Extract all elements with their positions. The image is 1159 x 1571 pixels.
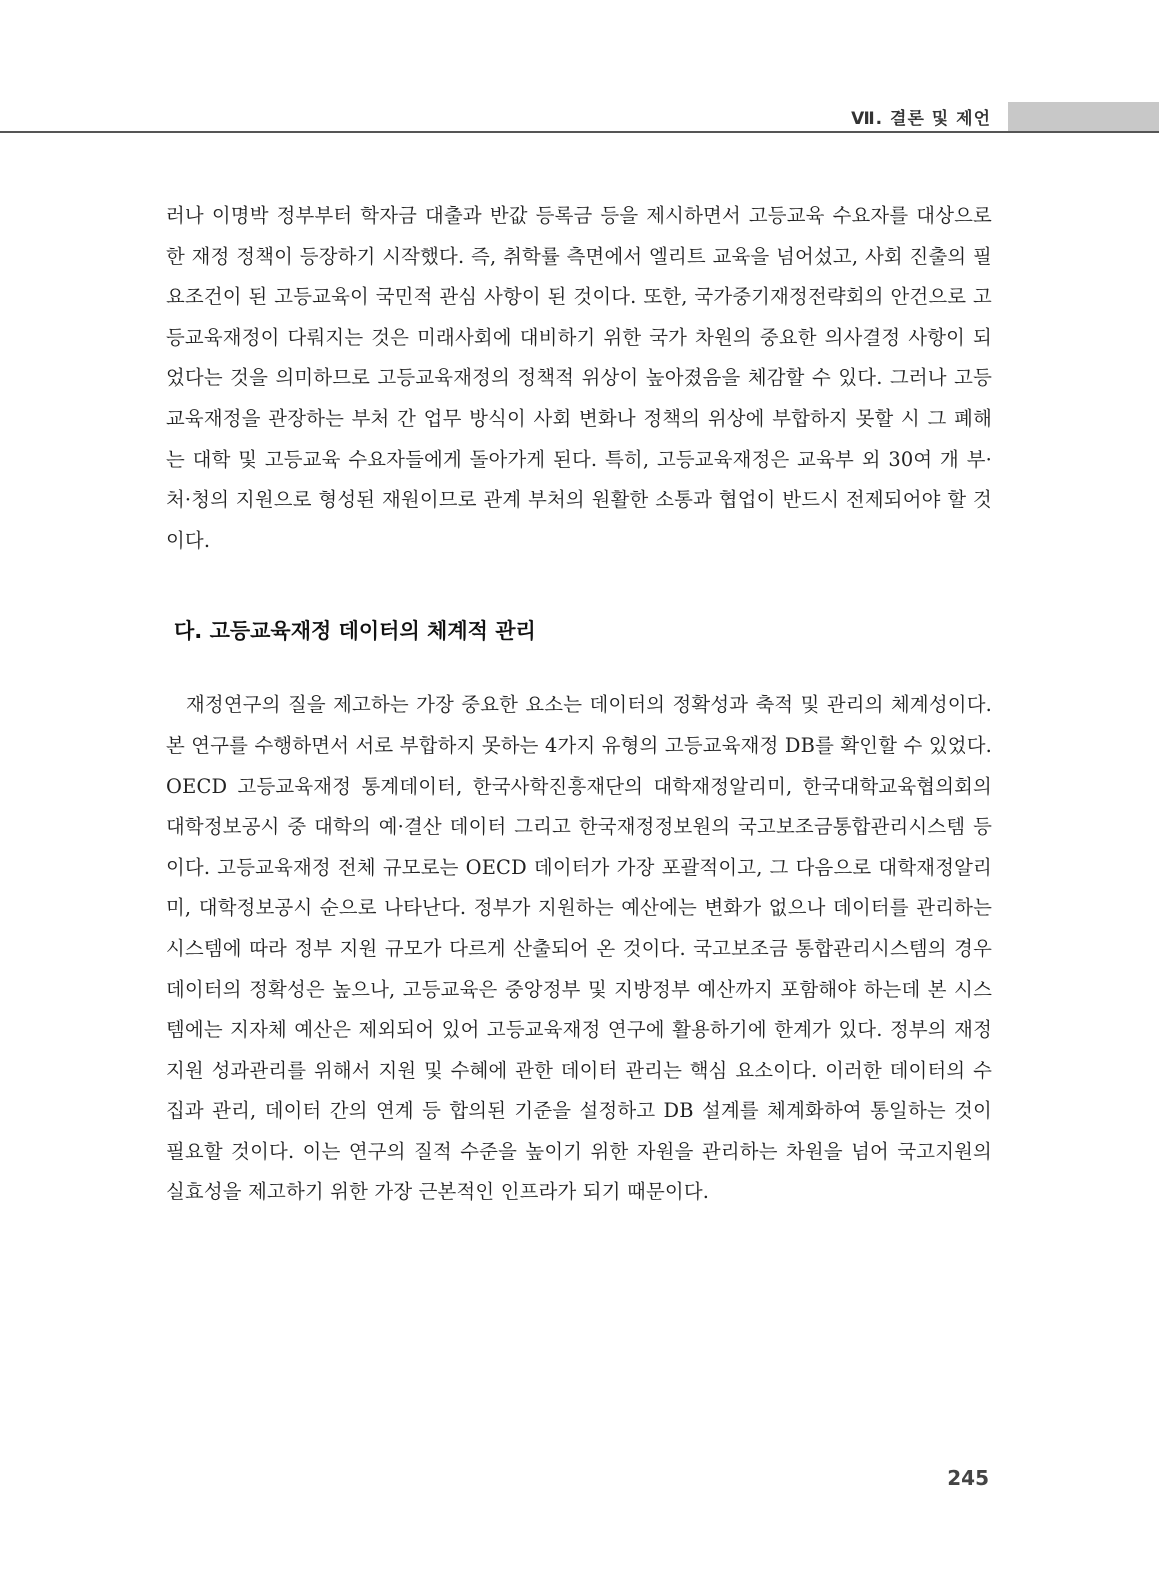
section-heading: 다. 고등교육재정 데이터의 체계적 관리 [174,619,536,644]
page-header [0,0,1159,140]
chapter-title: Ⅶ. 결론 및 제언 [851,109,991,129]
page-number: 245 [947,1466,989,1490]
page-content [166,196,992,1213]
header-rule [0,131,1159,133]
body-paragraph-2: 재정연구의 질을 제고하는 가장 중요한 요소는 데이터의 정확성과 축적 및 관리의 체계성이다. 본 연구를 수행하면서 서로 부합하지 못하는 4가지 유형의 고등교육재정 DB를 확인할 수 있었다. OECD 고등교육재정 통계데이터, 한국사학진흥재단의 대학재정알리미, 한국대학교육협의회의 대학정보공시 중 대학의 예·결산 데이터 그리고 한국재정정보원의 국고보조금통합관리시스템 등이다. 고등교육재정 전체 규모로는 OECD 데이터가 가장 포괄적이고, 그 다음으로 대학재정알리미, 대학정보공시 순으로 나타난다. 정부가 지원하는 예산에는 변화가 없으나 데이터를 관리하는 시스템에 따라 정부 지원 규모가 다르게 산출되어 온 것이다. 국고보조금 통합관리시스템의 경우 데이터의 정확성은 높으나, 고등교육은 중앙정부 및 지방정부 예산까지 포함해야 하는데 본 시스템에는 지자체 예산은 제외되어 있어 고등교육재정 연구에 활용하기에 한계가 있다. 정부의 재정지원 성과관리를 위해서 지원 및 수혜에 관한 데이터 관리는 핵심 요소이다. 이러한 데이터의 수집과 관리, 데이터 간의 연계 등 합의된 기준을 설정하고 DB 설계를 체계화하여 통일하는 것이 필요할 것이다. 이는 연구의 질적 수준을 높이기 위한 자원을 관리하는 차원을 넘어 국고지원의 실효성을 제고하기 위한 가장 근본적인 인프라가 되기 때문이다. [166,693,992,1204]
header-tab-block [1008,102,1159,131]
body-paragraph-1: 러나 이명박 정부부터 학자금 대출과 반값 등록금 등을 제시하면서 고등교육 수요자를 대상으로 한 재정 정책이 등장하기 시작했다. 즉, 취학률 측면에서 엘리트 교육을 넘어섰고, 사회 진출의 필요조건이 된 고등교육이 국민적 관심 사항이 된 것이다. 또한, 국가중기재정전략회의 안건으로 고등교육재정이 다뤄지는 것은 미래사회에 대비하기 위한 국가 차원의 중요한 의사결정 사항이 되었다는 것을 의미하므로 고등교육재정의 정책적 위상이 높아졌음을 체감할 수 있다. 그러나 고등교육재정을 관장하는 부처 간 업무 방식이 사회 변화나 정책의 위상에 부합하지 못할 시 그 폐해는 대학 및 고등교육 수요자들에게 돌아가게 된다. 특히, 고등교육재정은 교육부 외 30여 개 부·처·청의 지원으로 형성된 재원이므로 관계 부처의 원활한 소통과 협업이 반드시 전제되어야 할 것이다. [166,204,992,552]
